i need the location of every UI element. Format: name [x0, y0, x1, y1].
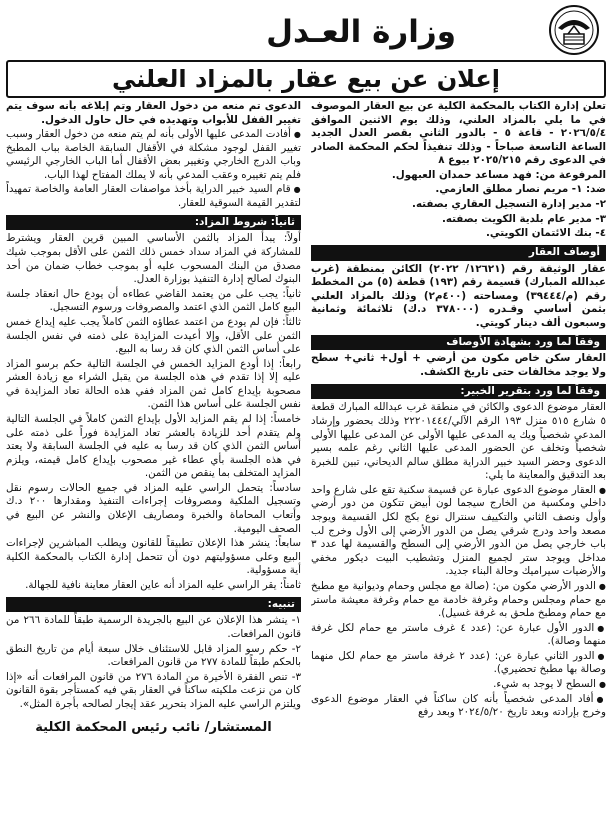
column-right — [311, 100, 606, 813]
intro-paragraph: تعلن إدارة الكتاب بالمحكمة الكلية عن بيع العقار الموصوف في ما يلي بالمزاد العلني، وذلك يوم الاثنين الموافق ٢٠٢٦/٥/٤ - قاعة ٥ - بالدور الثاني بقصر العدل الجديد الساعة التاسعة صباحاً - وذلك تنفيذاً لحكم المحكمة الصادر في الدعوى رقم ٢٠٢٥/٢١٥ بيوع ٨ — [311, 100, 606, 167]
banner-title: إعلان عن بيع عقار بالمزاد العلني — [111, 65, 501, 93]
column-left — [6, 100, 301, 813]
continued-paragraph-3: ● قام السيد خبير الدراية بأخذ مواصفات العقار العامة والخاصة تمهيداً لتقدير القيمة السوقية للعقار. — [6, 183, 301, 210]
floor-ground: ● الدور الأرضي مكون من: (صالة مع مجلس وحمام وديوانية مع مطبخ مع حمام ومجلس وحمام وغرفة خادمة مع حمام وغرفة معيشة ماستر مع حمام ومطبخ ملحق به غرفة غسيل). — [311, 580, 606, 621]
continued-paragraph-1: الدعوى تم منعه من دخول العقار وتم إبلاغه بأنه سوف يتم تغيير القفل للأبواب وتهديده في حال حاول الدخول. — [6, 100, 301, 126]
certificate-heading: وفقاً لما ورد بشهادة الأوصاف — [311, 335, 606, 351]
certificate-description: العقار سكن خاص مكون من أرضي + أول+ ثاني+ سطح ولا يوجد مخالفات حتى تاريخ الكشف. — [311, 352, 606, 378]
text-columns — [6, 100, 606, 813]
floor-first: ● الدور الأول عبارة عن: (عدد ٤ غرف ماستر مع حمام لكل غرفة منهما وصالة). — [311, 622, 606, 649]
term-5: خامساً: إذا لم يقم المزايد الأول بإيداع الثمن كاملاً في الجلسة التالية ولم يتقدم أحد للزيادة بالعشر تعاد المزايدة فوراً على ذمته على أساس الثمن الذي كان قد رسا به عليه في الجلسة السابقة ولا يعتد في هذه الجلسة بأي عطاء غير مصحوب بإيداع كامل قيمته، ويلزم المزايد المتخلف بما ينقص من الثمن. — [6, 413, 301, 480]
term-8: ثامناً: يقر الراسي عليه المزاد أنه عاين العقار معاينة نافية للجهالة. — [25, 578, 301, 591]
defendant-4: ٤- بنك الائتمان الكويتي. — [485, 227, 606, 240]
defendant-1: ضد: ١- مريم نصار مطلق العازمي. — [435, 183, 606, 196]
continued-paragraph-2: ● أفادت المدعى عليها الأولى بأنه لم يتم منعه من دخول العقار وسبب تغيير القفل لوجود مشكلة في الأقفال السابقة الخاصة بباب المطبخ وباب الدرج الخارجي وتغيير بعض الأقفال أما الباب الخارجي الرئيسي فلم يتم تغييره وعقب المدعي بأنه لا يملك المفتاح لهذا الباب. — [6, 128, 301, 182]
floor-second: ● الدور الثاني عبارة عن: (عدد ٢ غرفة ماستر مع حمام لكل منهما وصالة بها مطبخ تحضيري). — [311, 650, 606, 677]
announcement-banner — [6, 60, 606, 98]
note-3: ٣- تنص الفقرة الأخيرة من المادة ٢٧٦ من قانون المرافعات أنه «إذا كان من نزعت ملكيته ساكناً في العقار بقي فيه كمستأجر بقوة القانون ويلتزم الراسي عليه المزاد بتحرير عقد إيجار لصالحه بأجرة المثل». — [6, 670, 301, 710]
kuwait-emblem-icon — [548, 4, 600, 56]
property-description: عقار الوثيقة رقم (١٢٦٢١/ ٢٠٢٢) الكائن بمنطقة (غرب عبدالله المبارك) قسيمة رقم (١٩٣) قطعة (٥) من المخطط رقم (م/٣٩٤٤٤) ومساحته (٤٠٠م٢) وذلك بالمزاد العلني بثمن أساسي وقـدره (٣٧٨٠٠٠ د.ك) ثلاثمائة وثمانية وسبعون ألف دينار كويتي. — [311, 262, 606, 329]
note-2: ٢- حكم رسو المزاد قابل للاستئناف خلال سبعة أيام من تاريخ النطق بالحكم طبقاً للمادة ٢٧٧ من قانون المرافعات. — [6, 642, 301, 669]
plaintiff-line: المرفوعة من: فهد مساعد حمدان العبهول. — [391, 168, 606, 181]
term-6: سادساً: يتحمل الراسي عليه المزاد في جميع الحالات رسوم نقل وتسجيل الملكية ومصروفات إجراءات التنفيذ ومقدارها ٢٠٠ د.ك وأتعاب المحاماة والخبرة ومصاريف الإعلان والنشر عن البيع في الصحف اليومية. — [6, 481, 301, 535]
property-heading: أوصاف العقار — [311, 245, 606, 261]
note-1: ١- ينشر هذا الإعلان عن البيع بالجريدة الرسمية طبقاً للمادة ٢٦٦ من قانون المرافعات. — [6, 614, 301, 640]
ministry-title: وزارة العـدل — [266, 14, 456, 50]
signature: المستشار/ نائب رئيس المحكمة الكلية — [35, 720, 272, 736]
expert-paragraph-1: العقار موضوع الدعوى والكائن في منطقة غرب عبدالله المبارك قطعة ٥ شارع ٥١٥ منزل ١٩٣ الرقم الآلي/٢٢٢٠١٤٤٤ وذلك بحضور وإرشاد المدعي شخصياً ويك يه المدعى عليها الأولى عن المدعى عليها الأولى شخصياً وتخلف عن الحضور المدعى عليها الثاني رغم علمه بسير الدعوى وحضر السيد خبير الدراية مطلق سالم الديحاني، تبين للخبرة بعد التدقيق والمعاينة ما يلي: — [311, 401, 606, 482]
roof-line: ● السطح لا يوجد به شيء. — [311, 678, 606, 692]
expert-heading: وفقاً لما ورد بتقرير الخبير: — [311, 384, 606, 400]
term-2: ثانياً: يجب على من يعتمد القاضي عطاءه أن يودع حال انعقاد جلسة البيع كامل الثمن الذي اعتمد والمصروفات ورسوم التسجيل. — [6, 287, 301, 314]
terms-heading: ثانياً: شروط المزاد: — [6, 215, 301, 231]
defendant-3: ٣- مدير عام بلدية الكويت بصفته. — [441, 212, 606, 225]
occupant-paragraph: ● أفاد المدعى شخصياً بأنه كان ساكناً في العقار موضوع الدعوى وخرج بإرادته وبعد تاريخ ٢٠٢٤/٥/٢٠ وبعد رفع — [311, 693, 606, 720]
term-3: ثالثاً: فإن لم يودع من اعتمد عطاؤه الثمن كاملاً يجب عليه إيداع خمس الثمن على الأقل، وإلا أعيدت المزايدة على ذمته في نفس الجلسة على أساس الثمن الذي كان قد رسا به البيع. — [6, 315, 301, 356]
term-1: أولاً: يبدأ المزاد بالثمن الأساسي المبين قرين العقار ويشترط للمشاركة في المزاد سداد خمس ذلك الثمن على الأقل بموجب شيك مصدق من البنك المسحوب عليه أو بموجب خطاب ضمان من أحد البنوك لصالح إدارة التنفيذ بوزارة العدل. — [6, 232, 301, 286]
term-4: رابعاً: إذا أودع المزايد الخمس في الجلسة التالية حكم برسو المزاد عليه إلا إذا تقدم في هذه الجلسة من يقبل الشراء مع زيادة العشر مصحوبة بإيداع كامل ثمن المزاد ففي هذه الحالة تعاد المزايدة في نفس الجلسة على أساس هذا الثمن. — [6, 357, 301, 411]
defendant-2: ٢- مدير إدارة التسجيل العقاري بصفته. — [412, 198, 606, 211]
notes-heading: تنبيه: — [6, 597, 301, 613]
expert-paragraph-2: ● العقار موضوع الدعوى عبارة عن قسيمة سكنية تقع على شارع واحد داخلي ومكسية من الخارج سيجما لون أبيض تتكون من دور أرضي وأول ونصف الثاني والتكييف سنترال نوع بكج لكل القسيمة ويوجد مصعد واحد ودرج شرقي يصل من الدور الأرضي إلى الأول وخرج لب باب خارجي يصل من الدور الأرضي إلى السطح والقسيمة لها عدد ٣ مداخل ويوجد ستر لجميع المنزل وتشطيب البيت ديكور مخفي والأرضيات سيراميك وحالة البناء جديد. — [311, 484, 606, 579]
term-7: سابعاً: ينشر هذا الإعلان تطبيقاً للقانون ويطلب المباشرين لإجراءات البيع وعلى مسؤوليتهم دون أن تتحمل إدارة الكتاب بالمحكمة الكلية أية مسؤولية. — [6, 537, 301, 577]
masthead — [6, 4, 606, 54]
